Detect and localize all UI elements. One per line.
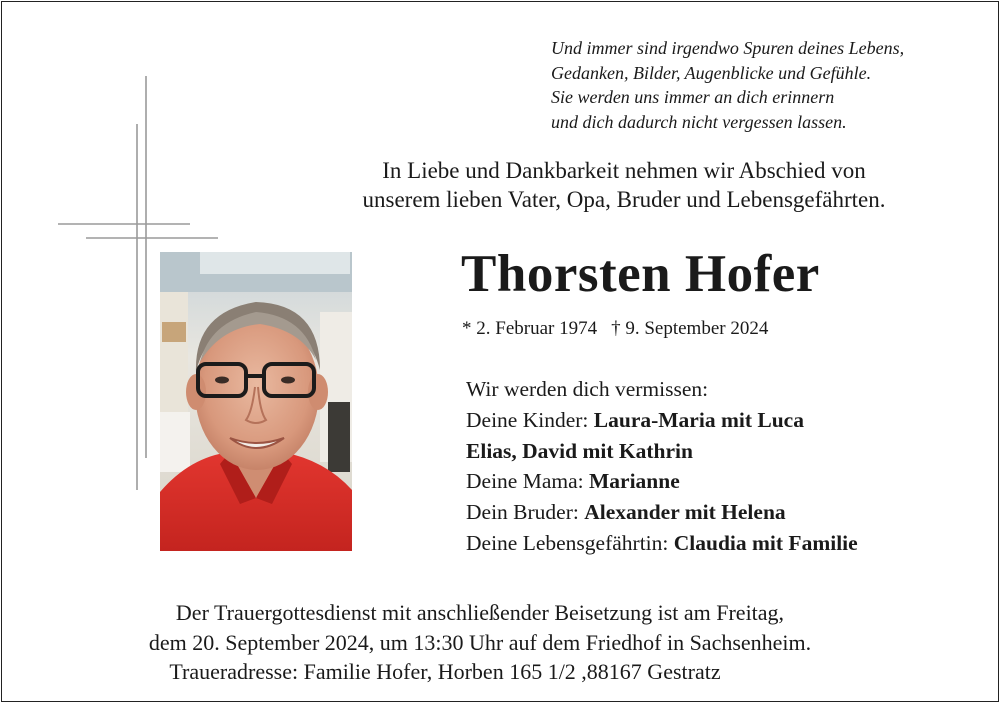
mourner-row (466, 497, 858, 528)
service-details (40, 598, 920, 687)
mourner-row (466, 466, 858, 497)
relation-label: Deine Lebensgefährtin: (466, 530, 674, 555)
farewell-intro (300, 156, 948, 214)
deceased-name: Thorsten Hofer (461, 245, 820, 303)
mourner-row (466, 436, 858, 467)
relation-label: Dein Bruder: (466, 500, 585, 525)
mourner-row (466, 405, 858, 436)
mourner-names: Claudia mit Familie (673, 530, 858, 555)
portrait-photo (160, 252, 352, 551)
mourner-row (466, 528, 858, 559)
mourner-names: Laura-Maria mit Luca (593, 407, 804, 432)
service-line: dem 20. September 2024, um 13:30 Uhr auf dem Friedhof in Sachsenheim. (148, 629, 812, 655)
intro-line: unserem lieben Vater, Opa, Bruder und Lebensgefährten. (362, 187, 886, 212)
memorial-poem (551, 36, 904, 134)
poem-line: Sie werden uns immer an dich erinnern (551, 87, 835, 107)
poem-line: Und immer sind irgendwo Spuren deines Lebens, (551, 38, 905, 58)
mourner-names: Marianne (589, 469, 680, 494)
intro-line: In Liebe und Dankbarkeit nehmen wir Abschied von (382, 158, 866, 183)
life-dates (462, 316, 768, 342)
mourner-names: Elias, David mit Kathrin (466, 438, 693, 463)
service-line: Der Trauergottesdienst mit anschließender Beisetzung ist am Freitag, (175, 600, 785, 625)
death-date: † 9. September 2024 (611, 318, 769, 339)
funeral-address: Traueradresse: Familie Hofer, Horben 165 1/2 ,88167 Gestratz (169, 659, 721, 684)
relation-label: Deine Kinder: (466, 407, 594, 432)
birth-date: * 2. Februar 1974 (462, 318, 598, 339)
poem-line: und dich dadurch nicht vergessen lassen. (551, 111, 847, 132)
mourner-names: Alexander mit Helena (584, 500, 786, 525)
relation-label: Deine Mama: (466, 469, 589, 494)
mourners-list (466, 374, 858, 559)
poem-line: Gedanken, Bilder, Augenblicke und Gefühle. (551, 62, 872, 83)
mourners-intro: Wir werden dich vermissen: (466, 377, 709, 401)
